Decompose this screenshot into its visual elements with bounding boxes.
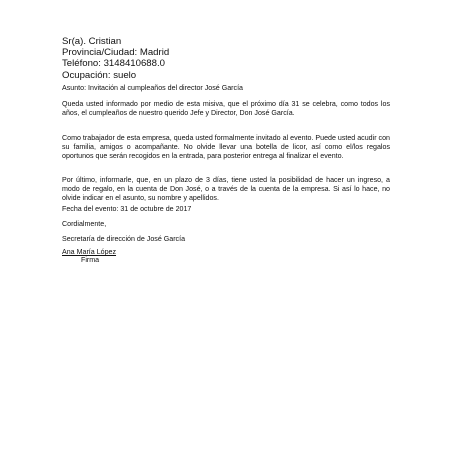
- event-date: Fecha del evento: 31 de octubre de 2017: [62, 205, 192, 213]
- recipient-name: Sr(a). Cristian: [62, 36, 122, 47]
- signature-name: Ana María López: [62, 248, 117, 256]
- signature-role: Firma: [81, 256, 100, 264]
- subject-line: Asunto: Invitación al cumpleaños del director José García: [62, 84, 243, 92]
- paragraph-invitation: Como trabajador de esta empresa, queda usted formalmente invitado al evento. Puede usted acudir con su familia, amigos o acompañante. No olvide llevar una botella de licor, así como el/los regalos oportunos que serán recogidos en la entrada, para posterior entrega al finalizar el evento.: [62, 134, 390, 161]
- paragraph-gift-deposit: Por último, informarle, que, en un plazo de 3 días, tiene usted la posibilidad de hacer un ingreso, a modo de regalo, en la cuenta de Don José, o a través de la cuenta de la empresa. Si así lo hace, no olvide indicar en el asunto, su nombre y apellidos.: [62, 176, 390, 203]
- recipient-phone: Teléfono: 3148410688.0: [62, 58, 165, 70]
- recipient-block: [62, 36, 169, 81]
- sender-department: Secretaría de dirección de José García: [62, 235, 186, 243]
- recipient-occupation: Ocupación: suelo: [62, 69, 137, 81]
- paragraph-announcement: Queda usted informado por medio de esta misiva, que el próximo día 31 se celebra, como todos los años, el cumpleaños de nuestro querido Jefe y Director, Don José García.: [62, 100, 390, 118]
- recipient-province: Provincia/Ciudad: Madrid: [62, 47, 170, 59]
- closing: Cordialmente,: [62, 220, 107, 228]
